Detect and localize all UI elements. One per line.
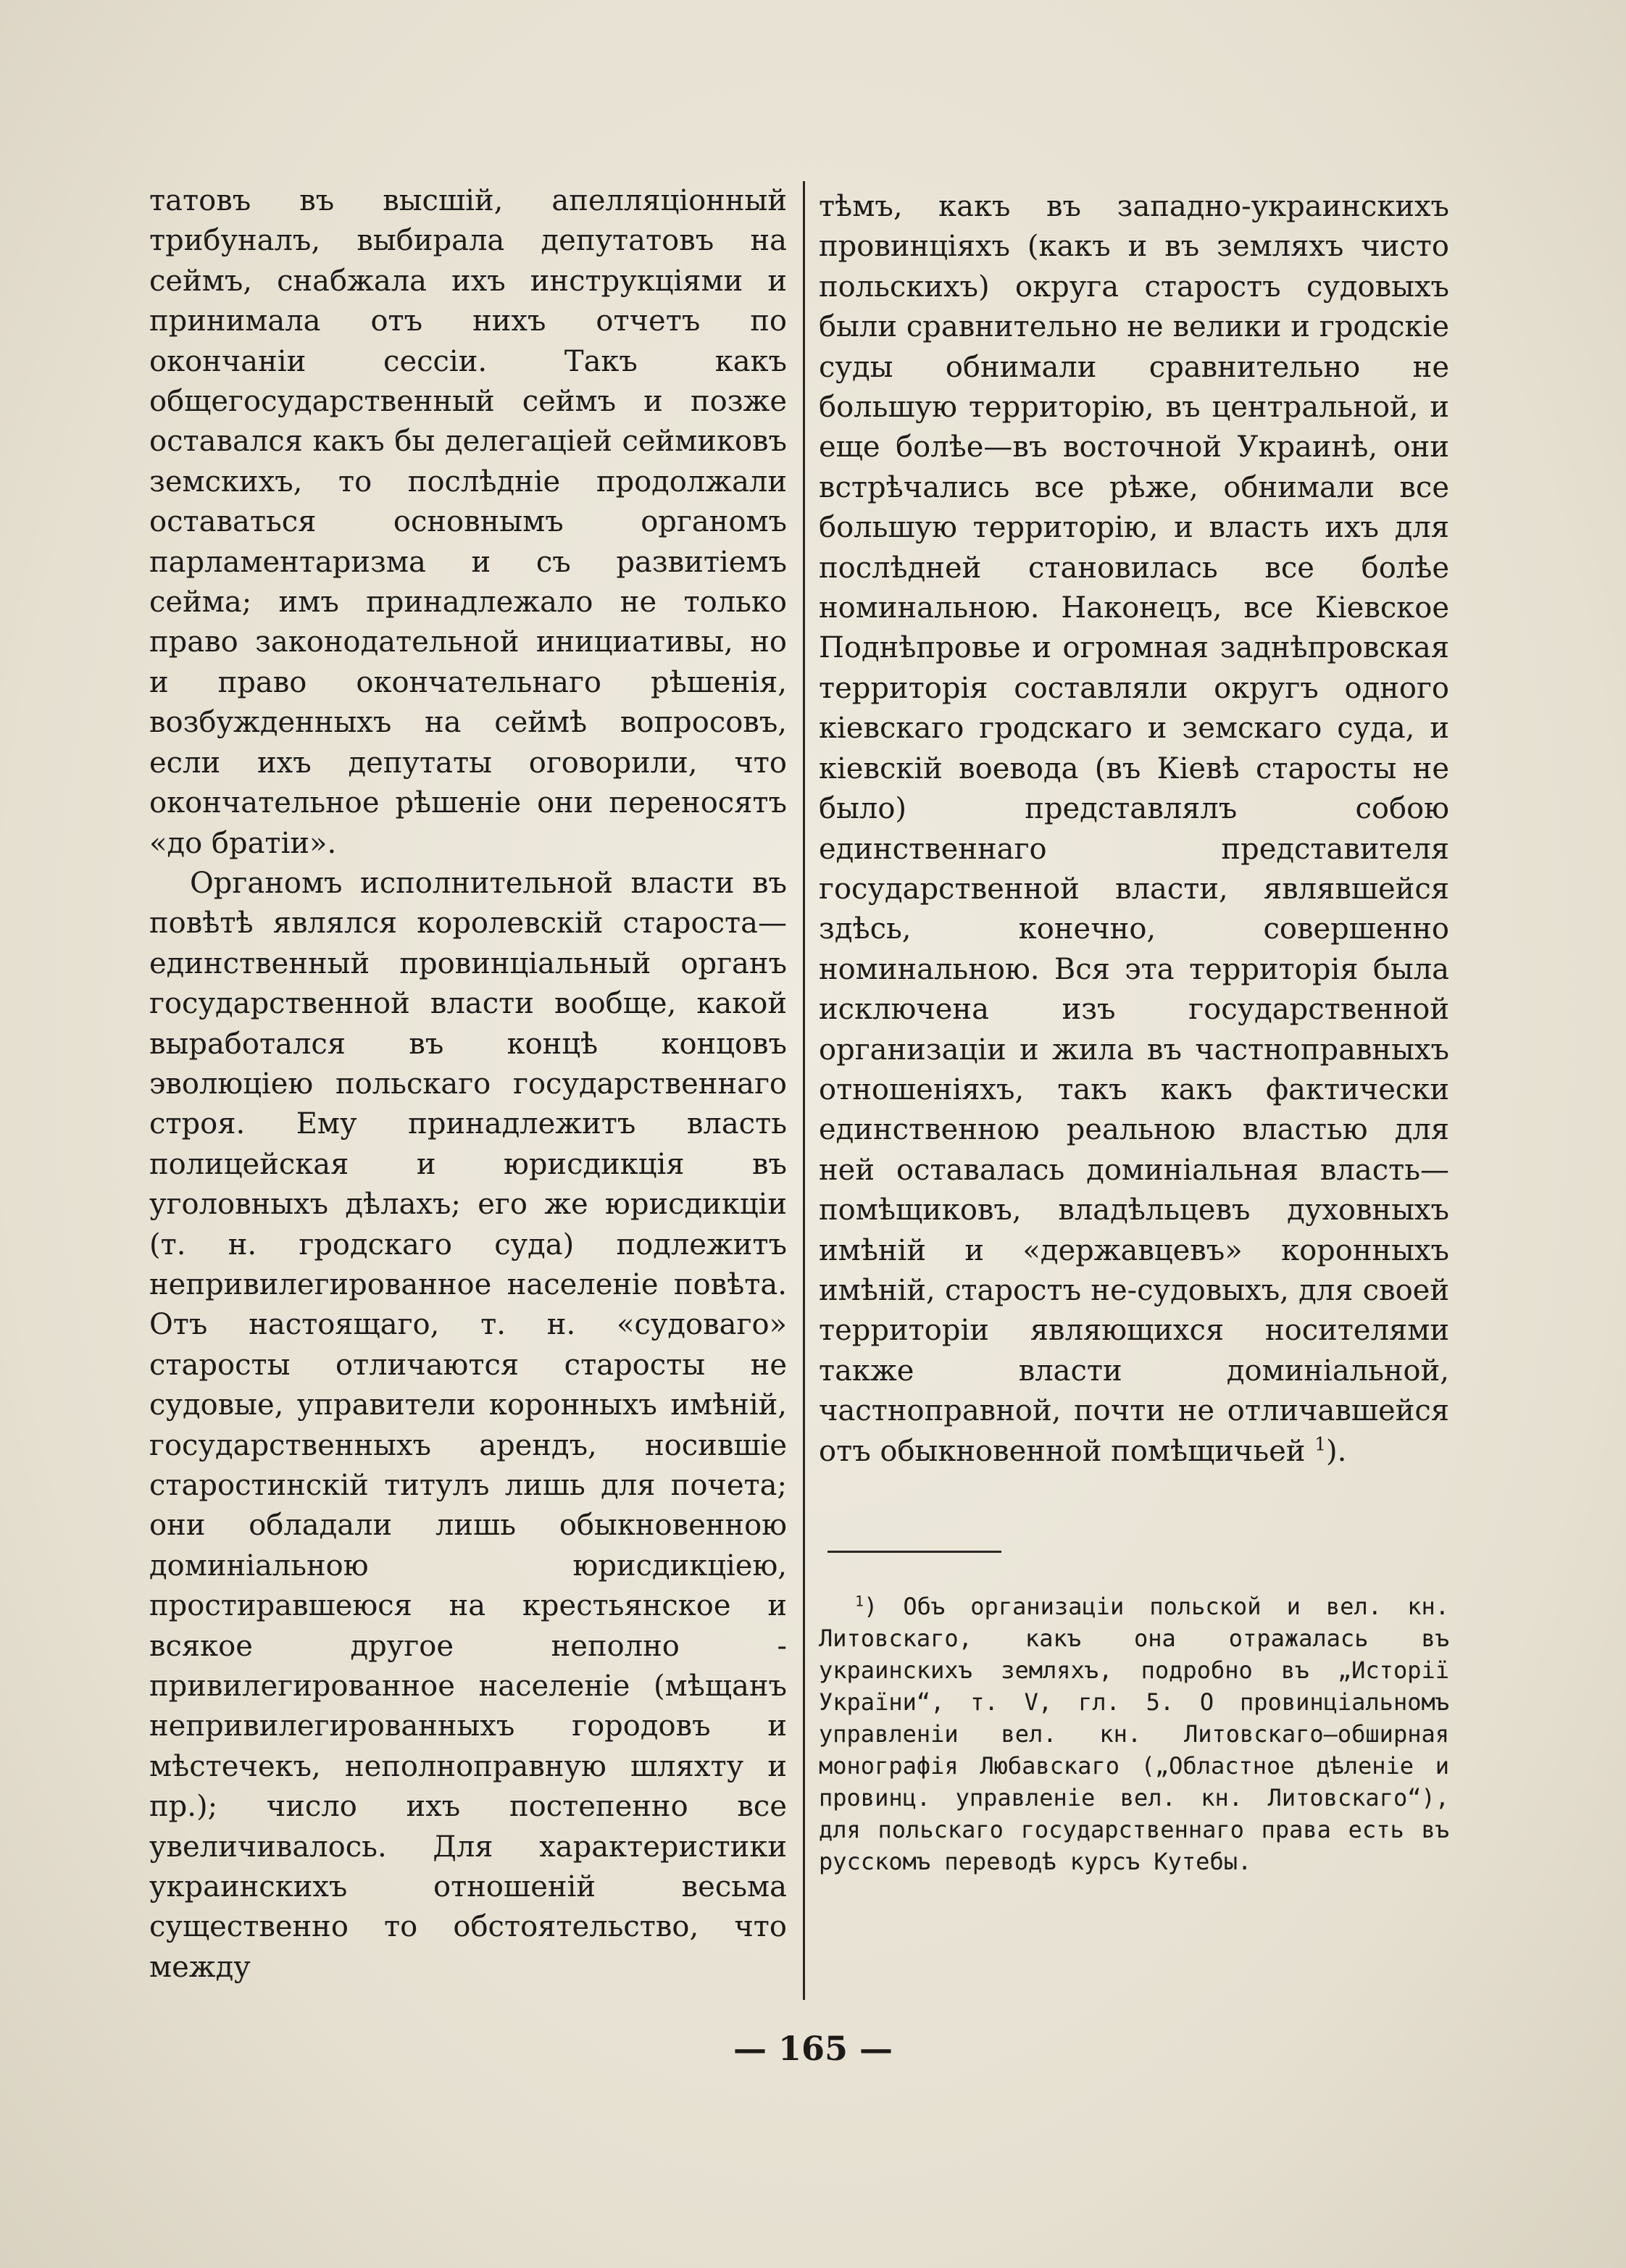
footnote-reference: 1	[1314, 1433, 1326, 1455]
footnote	[819, 1590, 1449, 1877]
column-divider	[803, 181, 805, 2000]
right-paragraph-1	[819, 187, 1449, 1472]
footnote-rule	[827, 1551, 1001, 1553]
right-paragraph-1-end: ).	[1325, 1434, 1347, 1468]
footnote-marker: 1	[855, 1593, 864, 1610]
right-paragraph-1-text: тѣмъ, какъ въ западно-украинскихъ провинціяхъ (какъ и въ земляхъ чисто польскихъ) округа старостъ судовыхъ были сравнительно не велики и гродскіе суды обнимали сравнительно не большую территорію, въ центральной, и еще болѣе—въ восточной Украинѣ, они встрѣчались все рѣже, обнимали все большую территорію, и власть ихъ для послѣдней становилась все болѣе номинальною. Наконецъ, все Кіевское Поднѣпровье и огромная заднѣпровская территорія составляли округъ одного кіевскаго гродскаго и земскаго суда, и кіевскій воевода (въ Кіевѣ старосты не было) представлялъ собою единственнаго представителя государственной власти, являвшейся здѣсь, конечно, совершенно номинальною. Вся эта территорія была исключена изъ государственной организаціи и жила въ частноправныхъ отношеніяхъ, такъ какъ фактически единственною реальною властью для ней оставалась доминіальная власть—помѣщиковъ, владѣльцевъ духовныхъ имѣній и «державцевъ» коронныхъ имѣній, старостъ не-судовыхъ, для своей территоріи являющихся носителями также власти доминіальной, частноправной, почти не отличавшейся отъ обыкновенной помѣщичьей	[819, 190, 1449, 1468]
right-column	[819, 187, 1449, 1472]
footnote-paragraph	[819, 1590, 1449, 1877]
left-paragraph-2: Органомъ исполнительной власти въ повѣтѣ являлся королевскій староста— единственный провинціальный органъ государственной власти вообще, какой выработался въ концѣ концовъ эволюціею польскаго государственнаго строя. Ему принадлежитъ власть полицейская и юрисдикція въ уголовныхъ дѣлахъ; его же юрисдикціи (т. н. гродскаго суда) подлежитъ непривилегированное населеніе повѣта. Отъ настоящаго, т. н. «судоваго» старосты отличаются старосты не судовые, управители коронныхъ имѣній, государственныхъ арендъ, носившіе старостинскій титулъ лишь для почета; они обладали лишь обыкновенною доминіальною юрисдикціею, простиравшеюся на крестьянское и всякое другое неполно - привилегированное населеніе (мѣщанъ непривилегированныхъ городовъ и мѣстечекъ, неполноправную шляхту и пр.); число ихъ постепенно все увеличивалось. Для характеристики украинскихъ отношеній весьма существенно то обстоятельство, что между	[149, 866, 787, 1984]
left-column	[149, 181, 787, 1988]
left-paragraph-1: татовъ въ высшій, апелляціонный трибуналъ, выбирала депутатовъ на сеймъ, снабжала ихъ инструкціями и принимала отъ нихъ отчетъ по окончаніи сессіи. Такъ какъ общегосударственный сеймъ и позже оставался какъ бы делегаціей сеймиковъ земскихъ, то послѣдніе продолжали оставаться основнымъ органомъ парламентаризма и съ развитіемъ сейма; имъ принадлежало не только право законодательной инициативы, но и право окончательнаго рѣшенія, возбужденныхъ на сеймѣ вопросовъ, если ихъ депутаты оговорили, что окончательное рѣшеніе они переносятъ «до братіи».	[149, 184, 787, 860]
page-number: — 165 —	[733, 2029, 893, 2068]
footnote-text: ) Объ организаціи польской и вел. кн. Литовскаго, какъ она отражалась въ украинскихъ земляхъ, подробно въ „Исторії України“, т. V, гл. 5. О провинціальномъ управленіи вел. кн. Литовскаго—обширная монографія Любавскаго („Областное дѣленіе и провинц. управленіе вел. кн. Литовскаго“), для польскаго государственнаго права есть въ русскомъ переводѣ курсъ Кутебы.	[819, 1593, 1449, 1875]
